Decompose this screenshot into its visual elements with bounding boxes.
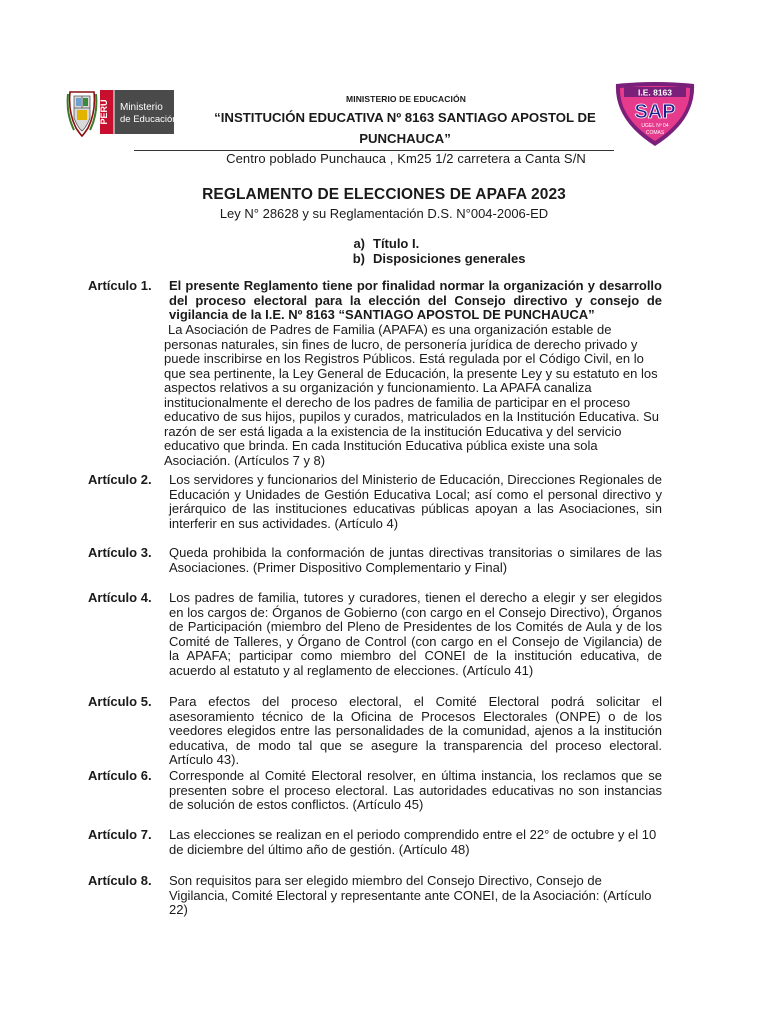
article-text: Corresponde al Comité Electoral resolver, en última instancia, los reclamos que se presenten sobre el proceso electoral. Las autoridades educativas no son instancias de solución de estos conflictos. (Artículo 45) (169, 768, 662, 812)
section-marker: a) (353, 236, 365, 251)
article-label: Artículo 5. (88, 694, 152, 709)
ministry-heading: MINISTERIO DE EDUCACIÓN (346, 94, 466, 104)
article-text: Son requisitos para ser elegido miembro del Consejo Directivo, Consejo de Vigilancia, Comité Electoral y representante ante CONEI, de la Asociación: (Artículo 22) (169, 873, 652, 917)
article-paragraph: La Asociación de Padres de Familia (APAFA) es una organización estable de personas naturales, sin fines de lucro, de personería jurídica de derecho privado y puede inscribirse en los Registros Públicos. Está regulada por el Código Civil, en lo que sea pertinente, la Ley General de Educación, la presente Ley y su estatuto en los aspectos relativos a su organización y funcionamiento. La APAFA canaliza institucionalmente el derecho de los padres de familia de participar en el proceso educativo de sus hijos, pupilos y curados, matriculados en la Institución Educativa. Su razón de ser está ligada a la existencia de la institución Educativa y del servicio educativo que brinda. En cada Institución Educativa pública existe una sola Asociación. (Artículos 7 y 8) (164, 322, 659, 468)
ministry-of-education-logo (66, 84, 178, 140)
logo-ministerio-text: Ministerio (120, 102, 163, 113)
sap-district: COMAS (645, 130, 665, 136)
article-text: Queda prohibida la conformación de juntas directivas transitorias o similares de las Asociaciones. (Primer Dispositivo Complementario y Final) (169, 545, 662, 575)
section-headings (345, 236, 525, 266)
article-label: Artículo 7. (88, 827, 152, 842)
article-text: El presente Reglamento tiene por finalidad normar la organización y desarrollo del proceso electoral para la elección del Consejo directivo y consejo de vigilancia de la I.E. Nº 8163 “SANTIAGO APOSTOL DE PUNCHAUCA” (169, 278, 662, 322)
letterhead (0, 0, 768, 180)
document-subtitle: Ley N° 28628 y su Reglamentación D.S. N°004-2006-ED (219, 206, 549, 221)
section-heading-a (345, 236, 525, 251)
article-label: Artículo 8. (88, 873, 152, 888)
sap-acronym: SAP (634, 101, 676, 123)
document-title: REGLAMENTO DE ELECCIONES DE APAFA 2023 (202, 186, 566, 203)
peru-label: PERÚ (99, 99, 109, 125)
article-label: Artículo 6. (88, 768, 152, 783)
section-marker: b) (352, 251, 365, 266)
sap-school-logo (612, 80, 698, 150)
institution-address: Centro poblado Punchauca , Km25 1/2 carretera a Canta S/N (226, 151, 586, 166)
article-text: Para efectos del proceso electoral, el Comité Electoral podrá solicitar el asesoramiento técnico de la Oficina de Procesos Electorales (ONPE) o de los veedores elegidos entre las personalidades de la comunidad, ajenos a la institución educativa, de modo tal que se asegure la transparencia del proceso electoral. Artículo 43). (169, 694, 662, 767)
article-label: Artículo 4. (88, 590, 152, 605)
section-label: Título I. (373, 236, 420, 251)
article-label: Artículo 3. (88, 545, 152, 560)
article-text: Las elecciones se realizan en el periodo comprendido entre el 22° de octubre y el 10 de diciembre del último año de gestión. (Artículo 48) (169, 827, 657, 857)
institution-name-line-2: PUNCHAUCA” (359, 131, 451, 146)
article-label: Artículo 1. (88, 278, 152, 293)
section-heading-b (345, 251, 525, 266)
section-label: Disposiciones generales (373, 251, 526, 266)
article-label: Artículo 2. (88, 472, 152, 487)
article-text: Los servidores y funcionarios del Ministerio de Educación, Direcciones Regionales de Educación y Unidades de Gestión Educativa Local; así como el personal directivo y jerárquico de las instituciones educativas públicas apoyan a las Asociaciones, sin interferir en sus actividades. (Artículo 4) (169, 472, 662, 531)
sap-school-number: I.E. 8163 (637, 87, 673, 98)
institution-name-line-1: “INSTITUCIÓN EDUCATIVA Nº 8163 SANTIAGO APOSTOL DE (214, 110, 596, 125)
institution-name (205, 107, 605, 149)
article-text: Los padres de familia, tutores y curadores, tienen el derecho a elegir y ser elegidos en los cargos de: Órganos de Gobierno (con cargo en el Consejo Directivo), Órganos de Participación (miembro del Pleno de Presidentes de los Comités de Aula y de los Comité de Talleres, y Órgano de Control (con cargo en el Consejo de Vigilancia) de la APAFA; participar como miembro del CONEI de la institución educativa, de acuerdo al estatuto y al reglamento de elecciones. (Artículo 41) (169, 590, 662, 678)
logo-educacion-text: de Educación (120, 114, 178, 125)
sap-ugel: UGEL Nº 04 (641, 123, 669, 129)
